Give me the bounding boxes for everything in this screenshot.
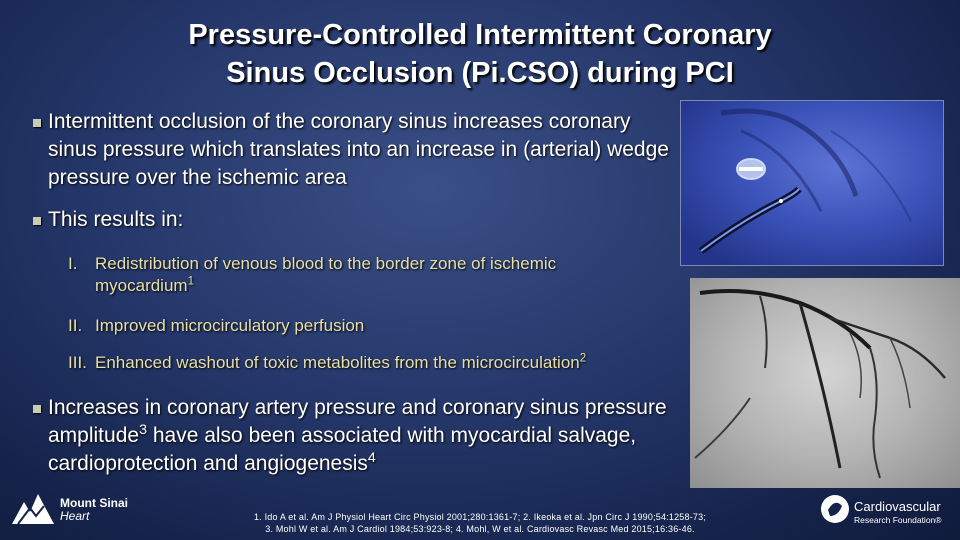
references [160,511,800,535]
crf-logo [820,494,960,534]
sub-item-2 [68,315,655,337]
sub-item-2-text: Improved microcirculatory perfusion [95,316,365,335]
fluoroscopy-image [680,100,944,266]
sub-item-1-number: I. [68,254,78,273]
catheter-illustration [681,101,943,265]
angiogram-image [690,278,960,488]
crf-name: Cardiovascular [854,499,941,514]
slide-title [80,16,880,92]
sub-item-2-number: II. [68,316,83,335]
sub-item-1-ref: 1 [187,275,195,288]
sub-item-1 [68,253,655,297]
bullet-2 [48,206,348,234]
bullet-3-ref-1: 3 [139,422,147,438]
bullet-3-text-after: have also been associated with myocardial salvage, cardioprotection and angiogenesis [48,424,637,475]
mount-sinai-sub: Heart [60,509,90,523]
bullet-square-icon [33,405,41,413]
reference-line-1: 1. Ido A et al. Am J Physiol Heart Circ Physiol 2001;280:1361-7; 2. Ikeoka et al. Jpn Circ J 1990;54:1258-73; [253,512,707,522]
bullet-square-icon [33,119,41,127]
bullet-3 [48,394,688,478]
mount-sinai-mountains-icon [10,488,56,528]
bullet-3-text: Increases in coronary artery pressure and coronary sinus pressure amplitude [48,396,667,447]
mount-sinai-logo [10,488,150,534]
coronary-arteries-illustration [690,278,960,488]
sub-item-3-number: III. [68,353,87,372]
bullet-1-text: Intermittent occlusion of the coronary sinus increases coronary sinus pressure which translates into an increase in (arterial) wedge pressure over the ischemic area [48,110,669,189]
sub-item-3 [68,352,695,374]
mount-sinai-name: Mount Sinai [60,496,128,510]
reference-line-2: 3. Mohl W et al. Am J Cardiol 1984;53:923-8; 4. Mohl, W et al. Cardiovasc Revasc Med 2015;16:36-46. [265,524,695,534]
bullet-square-icon [33,217,41,225]
bullet-2-text: This results in: [48,208,184,231]
sub-item-1-text: Redistribution of venous blood to the border zone of ischemic myocardium [95,254,557,295]
sub-item-3-text: Enhanced washout of toxic metabolites from the microcirculation [95,353,580,372]
title-line-1: Pressure-Controlled Intermittent Coronary [188,19,772,51]
sub-item-3-ref: 2 [579,352,587,365]
title-line-2: Sinus Occlusion (Pi.CSO) during PCI [226,57,734,89]
crf-sub: Research Foundation® [854,515,942,525]
crf-heart-icon [820,494,850,524]
bullet-3-ref-2: 4 [367,450,376,466]
bullet-1 [48,108,678,192]
